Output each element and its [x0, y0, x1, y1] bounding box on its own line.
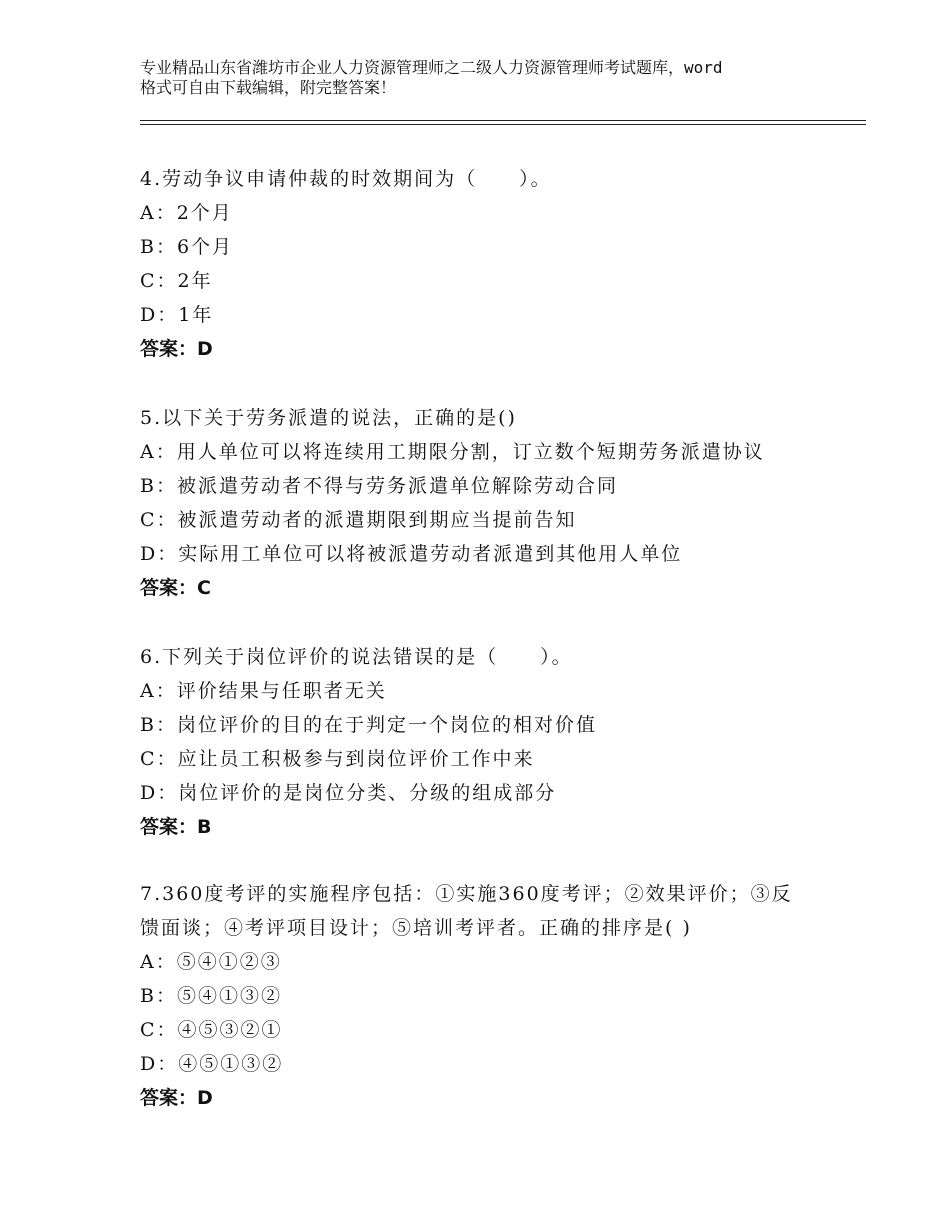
option-a: A：2个月	[140, 202, 233, 224]
option-c: C：2年	[140, 270, 213, 292]
option-a: A：⑤④①②③	[140, 951, 282, 973]
answer-label: 答案：C	[140, 577, 211, 599]
question-stem-line-2: 馈面谈；④考评项目设计；⑤培训考评者。正确的排序是( )	[140, 917, 692, 939]
question-7	[140, 877, 840, 1115]
header-divider-bottom	[140, 124, 866, 125]
question-6	[140, 640, 840, 844]
header-line-2: 格式可自由下载编辑，附完整答案！	[140, 78, 397, 97]
option-b: B：岗位评价的目的在于判定一个岗位的相对价值	[140, 714, 597, 736]
document-header	[140, 58, 830, 98]
question-stem: 6.下列关于岗位评价的说法错误的是（ ）。	[140, 646, 573, 668]
header-divider-top	[140, 120, 866, 121]
option-b: B：6个月	[140, 236, 234, 258]
question-4	[140, 162, 840, 366]
option-d: D：④⑤①③②	[140, 1053, 284, 1075]
option-d: D：1年	[140, 304, 214, 326]
option-a: A：评价结果与任职者无关	[140, 680, 387, 702]
option-b: B：⑤④①③②	[140, 985, 282, 1007]
question-stem: 4.劳动争议申请仲裁的时效期间为（ ）。	[140, 168, 552, 190]
header-line-1: 专业精品山东省潍坊市企业人力资源管理师之二级人力资源管理师考试题库，word	[140, 58, 723, 77]
option-d: D：岗位评价的是岗位分类、分级的组成部分	[140, 782, 557, 804]
option-c: C：④⑤③②①	[140, 1019, 283, 1041]
option-b: B：被派遣劳动者不得与劳务派遣单位解除劳动合同	[140, 475, 618, 497]
answer-label: 答案：B	[140, 816, 212, 838]
option-c: C：应让员工积极参与到岗位评价工作中来	[140, 748, 535, 770]
question-stem-line-1: 7.360度考评的实施程序包括：①实施360度考评；②效果评价；③反	[140, 883, 793, 905]
question-stem: 5.以下关于劳务派遣的说法，正确的是()	[140, 407, 517, 429]
option-c: C：被派遣劳动者的派遣期限到期应当提前告知	[140, 509, 577, 531]
option-d: D：实际用工单位可以将被派遣劳动者派遣到其他用人单位	[140, 543, 683, 565]
answer-label: 答案：D	[140, 1087, 213, 1109]
question-5	[140, 401, 840, 605]
option-a: A：用人单位可以将连续用工期限分割，订立数个短期劳务派遣协议	[140, 441, 765, 463]
answer-label: 答案：D	[140, 338, 213, 360]
